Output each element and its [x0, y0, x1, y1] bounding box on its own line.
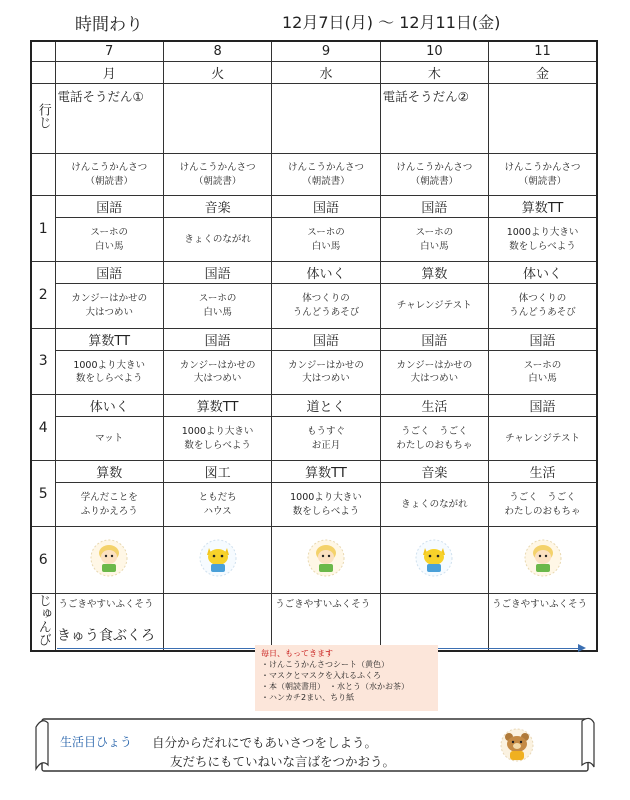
topic-line: 数をしらべよう — [184, 439, 251, 451]
topic-line: 大はつめい — [85, 307, 133, 319]
topic-line: うんどうあそび — [292, 307, 360, 319]
topic-line: きょくのながれ — [184, 233, 251, 245]
period-number: 1 — [31, 196, 55, 262]
weekday: 月 — [55, 61, 163, 83]
cat-icon — [414, 538, 454, 582]
morning-cell: けんこうかんさつ （朝読書） — [380, 153, 488, 195]
topic-cell — [380, 284, 488, 328]
topic-cell — [489, 416, 597, 460]
row-label-events: 行じ — [31, 83, 55, 153]
subject-cell: 算数TT — [489, 196, 597, 218]
period-6-cell — [163, 527, 271, 593]
morning-cell: けんこうかんさつ （朝読書） — [489, 153, 597, 195]
topic-line: 1000より大きい — [290, 492, 362, 504]
subject-cell: 体いく — [55, 394, 163, 416]
topic-line: 数をしらべよう — [292, 505, 360, 517]
period-6-row — [31, 527, 597, 593]
topic-line: スーホの — [415, 227, 454, 239]
notice-heading: 毎日、もってきます — [261, 649, 333, 658]
subject-cell: 国語 — [272, 328, 380, 350]
junbi-cell: うごきやすいふくそう — [55, 593, 163, 651]
topic-cell — [380, 218, 488, 262]
day-number: 7 — [55, 41, 163, 61]
topic-cell — [272, 284, 380, 328]
subject-cell: 算数 — [55, 461, 163, 483]
topic-line: 体つくりの — [518, 293, 567, 305]
subject-cell: 国語 — [163, 328, 271, 350]
topic-line: 白い馬 — [311, 240, 341, 252]
event-cell — [163, 83, 271, 153]
junbi-cell — [380, 593, 488, 651]
morning-cell: けんこうかんさつ （朝読書） — [163, 153, 271, 195]
topic-line: お正月 — [311, 439, 341, 451]
subject-cell: 国語 — [489, 394, 597, 416]
day-number: 11 — [489, 41, 597, 61]
period-number: 5 — [31, 461, 55, 527]
events-row — [31, 83, 597, 153]
corner-cell — [31, 41, 55, 61]
topic-cell — [163, 350, 271, 394]
topic-line: 学んだことを — [80, 492, 138, 504]
subject-cell: 音楽 — [380, 461, 488, 483]
topic-line: 大はつめい — [410, 373, 459, 385]
corner-cell — [31, 153, 55, 195]
topic-line: カンジーはかせの — [396, 359, 473, 371]
period-topic-row — [31, 350, 597, 394]
topic-line: スーホの — [523, 359, 562, 371]
date-range: 12月7日(月) 〜 12月11日(金) — [282, 13, 501, 32]
boy-icon — [306, 538, 346, 582]
period-6-cell — [272, 527, 380, 593]
topic-line: うごく うごく — [509, 492, 576, 504]
topic-line: スーホの — [307, 227, 345, 239]
weekday-row — [31, 61, 597, 83]
topic-cell — [163, 416, 271, 460]
period-topic-row — [31, 218, 597, 262]
notice-item: ・けんこうかんさつシート（黄色） — [261, 660, 389, 669]
topic-line: カンジーはかせの — [71, 293, 148, 305]
page-title: 時間わり — [75, 15, 143, 35]
topic-line: スーホの — [198, 293, 237, 305]
subject-cell: 国語 — [489, 328, 597, 350]
topic-line: 数をしらべよう — [75, 373, 143, 385]
topic-cell — [55, 416, 163, 460]
topic-cell — [163, 284, 271, 328]
event-cell: 電話そうだん② — [380, 83, 488, 153]
topic-line: カンジーはかせの — [288, 359, 364, 371]
topic-line: 白い馬 — [528, 373, 557, 385]
topic-cell — [489, 218, 597, 262]
morning-cell: けんこうかんさつ （朝読書） — [272, 153, 380, 195]
cat-icon — [198, 538, 238, 582]
notice-item: ・マスクとマスクを入れるふくろ — [261, 671, 381, 680]
period-number: 4 — [31, 394, 55, 460]
topic-line: 白い馬 — [420, 240, 449, 252]
subject-cell: 国語 — [380, 328, 488, 350]
notice-item: ・本（朝読書用） ・水とう（水かお茶） — [261, 682, 409, 691]
period-number: 6 — [31, 527, 55, 593]
morning-row — [31, 153, 597, 195]
bear-icon — [500, 728, 534, 768]
subject-cell: 生活 — [380, 394, 488, 416]
junbi-cell: うごきやすいふくそう — [272, 593, 380, 651]
topic-cell — [272, 483, 380, 527]
goal-line-2: 友だちにもていねいな言ばをつかおう。 — [170, 754, 396, 769]
topic-line: もうすぐ — [306, 425, 345, 437]
topic-line: チャレンジテスト — [505, 432, 580, 444]
arrow-head-icon — [578, 644, 586, 652]
boy-icon — [523, 538, 563, 582]
subject-cell: 国語 — [272, 196, 380, 218]
topic-line: 白い馬 — [203, 307, 232, 319]
subject-cell: 国語 — [55, 196, 163, 218]
weekday: 木 — [380, 61, 488, 83]
topic-line: わたしのおもちゃ — [396, 439, 473, 451]
topic-line: うんどうあそび — [509, 307, 576, 319]
topic-cell — [272, 350, 380, 394]
subject-cell: 国語 — [55, 262, 163, 284]
topic-line: 1000より大きい — [181, 425, 254, 437]
topic-cell — [55, 284, 163, 328]
topic-line: 1000より大きい — [506, 227, 579, 239]
topic-cell — [55, 350, 163, 394]
event-cell — [489, 83, 597, 153]
subject-cell: 音楽 — [163, 196, 271, 218]
period-number: 3 — [31, 328, 55, 394]
topic-cell — [55, 218, 163, 262]
day-number: 8 — [163, 41, 271, 61]
period-6-cell — [489, 527, 597, 593]
weekday: 火 — [163, 61, 271, 83]
boy-icon — [89, 538, 129, 582]
event-cell: 電話そうだん① — [55, 83, 163, 153]
topic-cell — [163, 483, 271, 527]
timetable — [30, 40, 598, 652]
row-label-junbi: じゅんび — [31, 593, 55, 651]
topic-line: 大はつめい — [302, 373, 350, 385]
subject-cell: 算数TT — [163, 394, 271, 416]
topic-line: 白い馬 — [94, 240, 124, 252]
daily-items-notice — [255, 645, 438, 711]
topic-cell — [272, 416, 380, 460]
junbi-cell — [163, 593, 271, 651]
topic-line: 大はつめい — [193, 373, 242, 385]
topic-line: マット — [95, 432, 124, 444]
topic-line: ハウス — [203, 505, 232, 517]
subject-cell: 道とく — [272, 394, 380, 416]
topic-cell — [380, 483, 488, 527]
topic-cell — [55, 483, 163, 527]
morning-cell: けんこうかんさつ （朝読書） — [55, 153, 163, 195]
topic-cell — [272, 218, 380, 262]
topic-line: きょくのながれ — [401, 498, 468, 510]
period-topic-row — [31, 416, 597, 460]
period-6-cell — [55, 527, 163, 593]
weekday: 金 — [489, 61, 597, 83]
topic-cell — [489, 284, 597, 328]
junbi-cell: うごきやすいふくそう — [489, 593, 597, 651]
topic-cell — [380, 416, 488, 460]
goal-line-1: 自分からだれにでもあいさつをしよう。 — [152, 735, 378, 750]
topic-cell — [489, 483, 597, 527]
topic-cell — [163, 218, 271, 262]
corner-cell — [31, 61, 55, 83]
subject-cell: 体いく — [489, 262, 597, 284]
topic-line: 数をしらべよう — [509, 240, 576, 252]
notice-item: ・ハンカチ2まい、ちり紙 — [261, 693, 355, 702]
subject-cell: 図工 — [163, 461, 271, 483]
period-subject-row — [31, 461, 597, 483]
kyushoku-bag-note: きゅう食ぶくろ — [57, 628, 155, 644]
period-subject-row — [31, 328, 597, 350]
period-subject-row — [31, 394, 597, 416]
period-6-cell — [380, 527, 488, 593]
topic-line: チャレンジテスト — [396, 300, 472, 312]
subject-cell: 算数 — [380, 262, 488, 284]
event-cell — [272, 83, 380, 153]
period-topic-row — [31, 483, 597, 527]
day-number: 9 — [272, 41, 380, 61]
period-subject-row — [31, 262, 597, 284]
subject-cell: 算数TT — [55, 328, 163, 350]
day-number: 10 — [380, 41, 488, 61]
goal-label: 生活目ひょう — [60, 735, 133, 749]
topic-line: うごく うごく — [401, 425, 468, 437]
period-subject-row — [31, 196, 597, 218]
topic-line: 体つくりの — [302, 293, 350, 305]
subject-cell: 国語 — [380, 196, 488, 218]
period-number: 2 — [31, 262, 55, 328]
topic-line: 1000より大きい — [73, 359, 146, 371]
subject-cell: 生活 — [489, 461, 597, 483]
subject-cell: 国語 — [163, 262, 271, 284]
topic-line: スーホの — [90, 227, 128, 239]
topic-line: ともだち — [198, 492, 237, 504]
period-topic-row — [31, 284, 597, 328]
topic-line: わたしのおもちゃ — [504, 505, 581, 517]
topic-cell — [489, 350, 597, 394]
topic-line: カンジーはかせの — [179, 359, 256, 371]
weekday: 水 — [272, 61, 380, 83]
topic-line: ふりかえろう — [80, 505, 138, 517]
subject-cell: 体いく — [272, 262, 380, 284]
subject-cell: 算数TT — [272, 461, 380, 483]
day-number-row — [31, 41, 597, 61]
topic-cell — [380, 350, 488, 394]
